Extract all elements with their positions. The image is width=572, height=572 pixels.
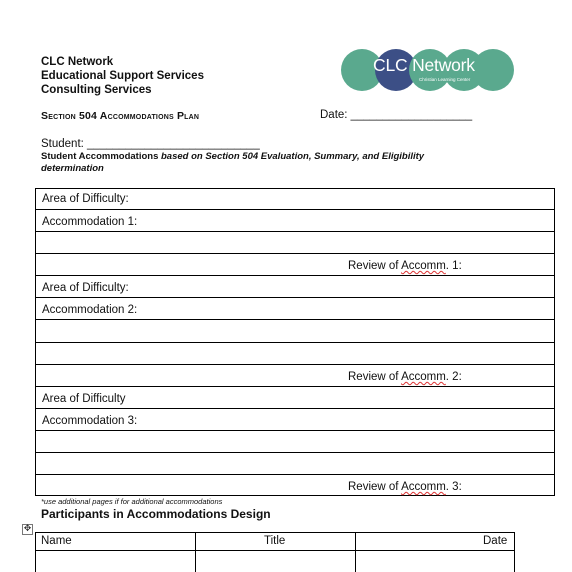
area-of-difficulty-1[interactable]: Area of Difficulty:	[42, 193, 129, 205]
review-accommodation-3[interactable]	[348, 481, 462, 493]
review-word: Accomm	[401, 260, 446, 272]
participants-title: Participants in Accommodations Design	[41, 507, 271, 521]
column-divider	[195, 533, 196, 572]
area-of-difficulty-3[interactable]: Area of Difficulty	[42, 393, 126, 405]
review-accommodation-1[interactable]	[348, 260, 462, 272]
review-word: Accomm	[401, 371, 446, 383]
accommodations-heading-bold: Student Accommodations	[41, 151, 161, 162]
table-rule	[36, 430, 554, 431]
org-subdepartment: Consulting Services	[41, 84, 152, 96]
review-accommodation-2[interactable]	[348, 371, 462, 383]
header-rule	[36, 550, 514, 551]
review-label: Review of	[348, 260, 402, 272]
clc-network-logo	[341, 49, 516, 93]
section-title: Section 504 Accommodations Plan	[41, 110, 200, 122]
accommodations-heading	[41, 151, 471, 175]
student-field[interactable]: Student: ___________________________	[41, 138, 260, 150]
accommodations-heading-line2: determination	[41, 163, 104, 174]
date-field[interactable]: Date: ___________________	[320, 109, 473, 121]
review-label: Review of	[348, 481, 402, 493]
participants-table	[35, 532, 515, 572]
table-rule	[36, 364, 554, 365]
accommodations-table	[35, 188, 555, 496]
table-rule	[36, 297, 554, 298]
column-header-name: Name	[41, 535, 72, 547]
table-rule	[36, 452, 554, 453]
logo-subtext: Christian Learning Center	[419, 77, 471, 82]
accommodations-heading-italic: based on Section 504 Evaluation, Summary, and Eligibility	[161, 151, 425, 162]
additional-pages-note: *use additional pages if for additional accommodations	[41, 497, 223, 506]
table-rule	[36, 253, 554, 254]
table-rule	[36, 342, 554, 343]
column-header-title: Title	[264, 535, 286, 547]
table-rule	[36, 495, 554, 496]
table-rule	[36, 231, 554, 232]
accommodation-1[interactable]: Accommodation 1:	[42, 216, 138, 228]
table-rule	[36, 319, 554, 320]
review-number: . 3:	[445, 481, 462, 493]
organization-block	[41, 55, 204, 97]
org-name: CLC Network	[41, 56, 114, 68]
table-move-handle-icon[interactable]: ✥	[23, 524, 32, 534]
accommodation-2[interactable]: Accommodation 2:	[42, 304, 138, 316]
table-rule	[36, 386, 554, 387]
org-department: Educational Support Services	[41, 70, 204, 82]
table-rule	[36, 188, 554, 189]
logo-circle	[472, 49, 514, 91]
review-label: Review of	[348, 371, 402, 383]
review-word: Accomm	[401, 481, 446, 493]
table-rule	[36, 209, 554, 210]
table-rule	[36, 474, 554, 475]
column-divider	[355, 533, 356, 572]
review-number: . 1:	[445, 260, 462, 272]
review-number: . 2:	[445, 371, 462, 383]
table-rule	[36, 275, 554, 276]
column-header-date: Date	[483, 535, 508, 547]
logo-text: CLC Network	[373, 55, 475, 75]
area-of-difficulty-2[interactable]: Area of Difficulty:	[42, 282, 129, 294]
table-rule	[36, 408, 554, 409]
accommodation-3[interactable]: Accommodation 3:	[42, 415, 138, 427]
